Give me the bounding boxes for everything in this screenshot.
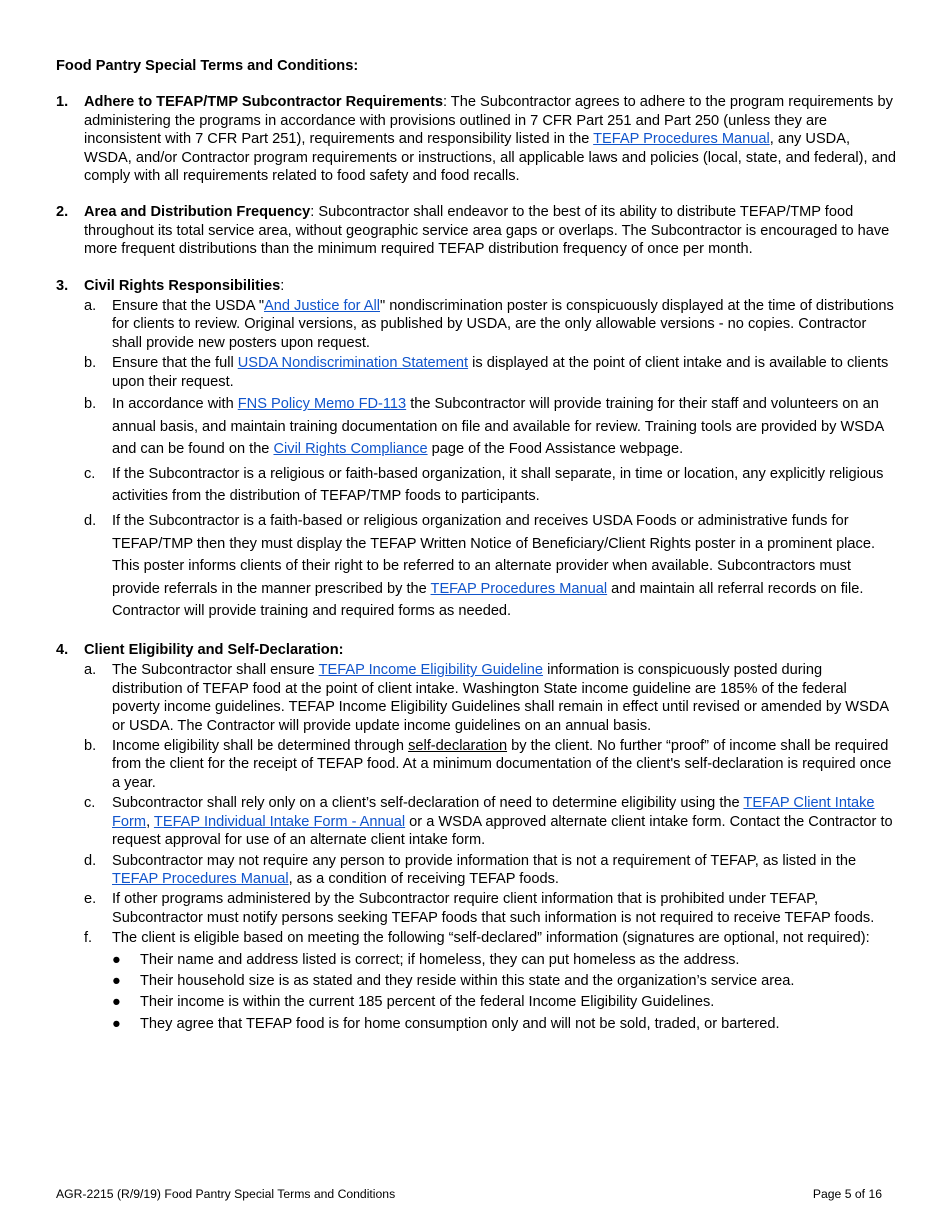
bullet-icon: ● [112,951,121,968]
list-item [84,794,896,849]
bullet-icon: ● [112,1015,121,1032]
section-3 [56,277,896,623]
list-item [84,929,896,1033]
item-text: The Subcontractor shall ensure [112,662,319,679]
item-text: the Subcontractor will provide training for their staff and volunteers on an annual basis, and maintain training documentation on file and available for review. Training tools are provided by WSDA and can be found on the [112,396,884,458]
section-number: 3. [56,277,69,294]
item-text: or a WSDA approved alternate client intake form. Contact the Contractor to request approval for use of an alternate client intake form. [112,813,893,849]
tefap-procedures-manual-link[interactable]: TEFAP Procedures Manual [593,131,770,148]
bullet-text: Their household size is as stated and they reside within this state and the organization’s service area. [140,972,795,989]
item-letter: e. [84,891,97,908]
section-heading: Civil Rights Responsibilities [84,277,281,294]
list-item [84,737,896,792]
bullet-item [112,1015,896,1033]
item-letter: c. [84,465,96,482]
footer-page-number: Page 5 of 16 [812,1187,882,1201]
item-text: The client is eligible based on meeting the following “self-declared” information (signatures are optional, not required): [112,930,870,947]
list-item [84,393,896,461]
item-text: information is conspicuously posted during distribution of TEFAP food at the point of client intake. Washington State income guideline are 185% of the federal poverty income guidelines. TEFAP Income Eligibility Guidelines shall remain in effect until revised or amended by WSDA or USDA. The Contractor will provide update income guidelines on an annual basis. [112,662,889,734]
tefap-procedures-manual-link[interactable]: TEFAP Procedures Manual [430,580,608,597]
item-text: " nondiscrimination poster is conspicuously displayed at the time of distributions for clients to review. Original versions, as published by USDA, are the only allowable versions - no copies. Contractor shall provide new posters upon request. [112,298,894,351]
section-text: : The Subcontractor agrees to adhere to the program requirements by administering the programs in accordance with provisions outlined in 7 CFR Part 251 and Part 250 (unless they are inconsistent with 7 CFR Part 251), requirements and responsibility listed in the [84,94,893,148]
page-title: Food Pantry Special Terms and Conditions: [56,58,359,74]
heading-colon: : [280,277,285,294]
item-text: by the client. No further “proof” of income shall be required from the client for the receipt of TEFAP food. At a minimum documentation of the client's self-declaration is required once a year. [112,738,892,791]
list-item [84,890,896,927]
section-number: 2. [56,204,69,221]
section-number: 1. [56,94,69,111]
section-heading: Area and Distribution Frequency [84,204,311,221]
list-item [84,852,896,889]
section-2 [56,203,896,258]
list-item [84,354,896,391]
footer-form-id: AGR-2215 (R/9/19) Food Pantry Special Terms and Conditions [56,1187,396,1201]
item-letter: b. [84,738,97,755]
bullet-item [112,972,896,990]
document-content [56,57,896,1051]
section-body [84,203,896,258]
list-item [84,661,896,735]
section-1 [56,93,896,185]
section-body [84,93,896,185]
and-justice-for-all-link[interactable]: And Justice for All [264,298,381,315]
item-letter: a. [84,662,97,679]
item-letter: c. [84,795,96,812]
tefap-income-eligibility-guideline-link[interactable]: TEFAP Income Eligibility Guideline [318,662,544,679]
section-heading: Client Eligibility and Self-Declaration: [84,642,344,659]
civil-rights-compliance-link[interactable]: Civil Rights Compliance [273,441,428,458]
item-text: Subcontractor shall rely only on a client’s self-declaration of need to determine eligibility using the [112,795,744,812]
item-text: Income eligibility shall be determined through [112,738,409,755]
item-text: If the Subcontractor is a religious or faith-based organization, it shall separate, in time or location, any explicitly religious activities from the distribution of TEFAP/TMP foods to participants. [112,465,884,505]
item-letter: b. [84,396,97,413]
section-4 [56,641,896,1033]
item-text: page of the Food Assistance webpage. [427,441,684,458]
tefap-client-intake-form-link[interactable]: TEFAP Client Intake Form [112,795,875,830]
section-body [84,641,896,1033]
item-letter: d. [84,513,97,530]
item-letter: f. [84,930,93,947]
usda-nondiscrimination-statement-link[interactable]: USDA Nondiscrimination Statement [237,355,469,372]
item-text: , as a condition of receiving TEFAP foods. [288,870,559,887]
list-item [84,510,896,623]
tefap-procedures-manual-link[interactable]: TEFAP Procedures Manual [112,870,289,887]
bullet-item [112,951,896,969]
section-heading: Adhere to TEFAP/TMP Subcontractor Requirements [84,94,443,111]
bullet-icon: ● [112,972,121,989]
section-text: , any USDA, WSDA, and/or Contractor program requirements or instructions, all applicable laws and policies (local, state, and federal), and comply with all requirements related to food safety and food recalls. [84,131,896,185]
bullet-text: Their name and address listed is correct; if homeless, they can put homeless as the address. [140,951,740,968]
page-footer [56,1185,882,1203]
bullet-text: They agree that TEFAP food is for home consumption only and will not be sold, traded, or bartered. [140,1015,780,1032]
item-text: and maintain all referral records on file. Contractor will provide training and required forms as needed. [112,580,864,620]
list-item [84,297,896,352]
item-text: Subcontractor may not require any person to provide information that is not a requirement of TEFAP, as listed in the [112,852,857,869]
section-body [84,277,896,623]
bullet-item [112,993,896,1011]
item-text: Ensure that the USDA " [112,298,265,315]
item-text: , [146,813,154,830]
item-letter: d. [84,852,97,869]
bullet-text: Their income is within the current 185 percent of the federal Income Eligibility Guidelines. [140,994,715,1011]
tefap-individual-intake-form-link[interactable]: TEFAP Individual Intake Form - Annual [153,813,406,830]
item-letter: a. [84,298,97,315]
item-text: In accordance with [112,396,238,413]
section-number: 4. [56,642,69,659]
item-text: If other programs administered by the Subcontractor require client information that is prohibited under TEFAP, Subcontractor must notify persons seeking TEFAP foods that such information is not required to receive TEFAP foods. [112,891,875,926]
item-text: If the Subcontractor is a faith-based or religious organization and receives USDA Foods or administrative funds for TEFAP/TMP then they must display the TEFAP Written Notice of Beneficiary/Client Rights poster in a prominent place. This poster informs clients of their right to be referred to an alternate provider when available. Subcontractors must provide referrals in the manner prescribed by the [112,513,876,597]
item-letter: b. [84,355,97,372]
underlined-term: self-declaration [408,738,508,755]
item-text: Ensure that the full [112,355,238,372]
section-text: : Subcontractor shall endeavor to the best of its ability to distribute TEFAP/TMP food throughout its total service area, without geographic service area gaps or overlaps. The Subcontractor is encouraged to have more frequent distributions than the minimum required TEFAP distribution frequency of once per month. [84,204,890,258]
item-text: is displayed at the point of client intake and is available to clients upon their request. [112,355,889,390]
list-item [84,463,896,508]
fns-policy-memo-link[interactable]: FNS Policy Memo FD-113 [237,396,407,413]
bullet-icon: ● [112,994,121,1011]
